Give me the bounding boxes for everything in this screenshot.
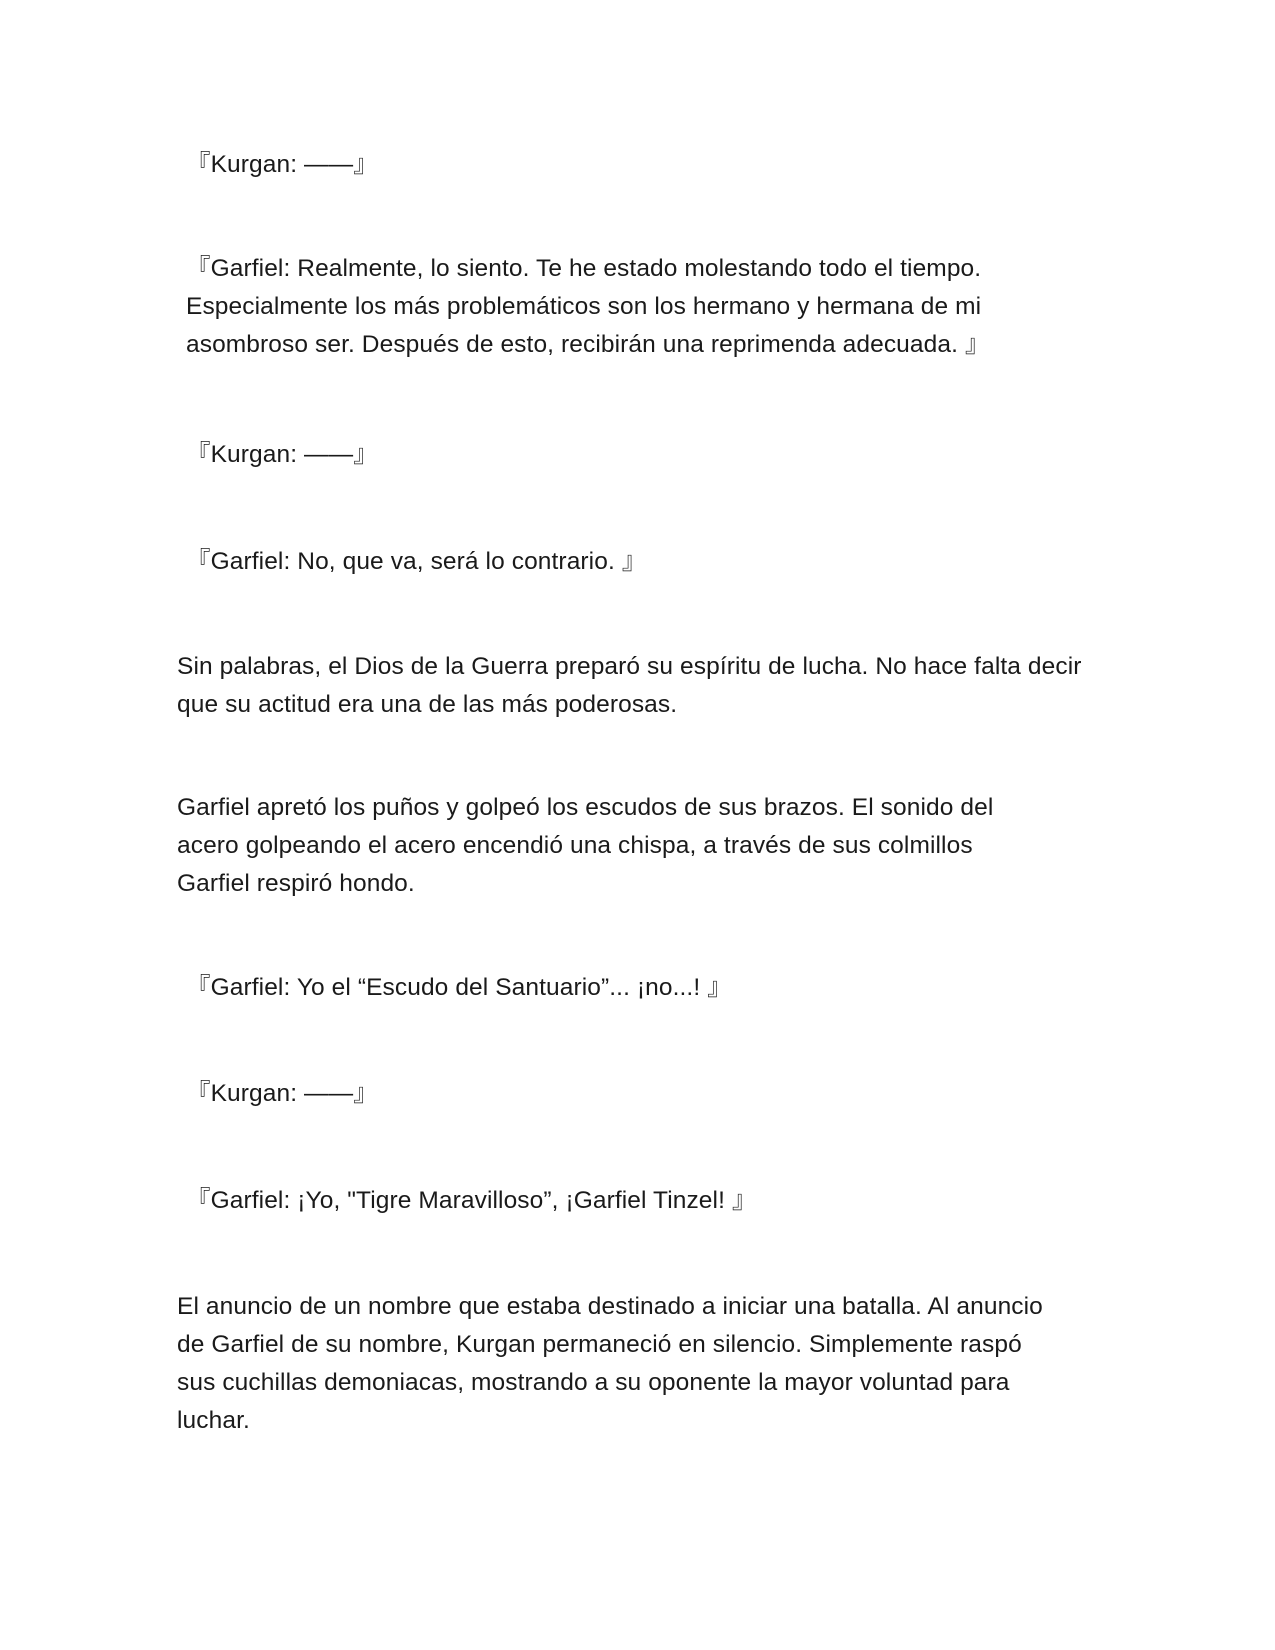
narration-garfiel-shields: Garfiel apretó los puños y golpeó los escudos de sus brazos. El sonido del acero golpeando el acero encendió una chispa, a través de sus colmillos Garfiel respiró hondo. bbox=[177, 794, 994, 897]
dialogue-kurgan-3: 『Kurgan: ——』 bbox=[186, 1080, 378, 1107]
dialogue-kurgan-2: 『Kurgan: ——』 bbox=[186, 441, 378, 468]
dialogue-garfiel-shield: 『Garfiel: Yo el “Escudo del Santuario”... ¡no...! 』 bbox=[186, 974, 732, 1001]
narration-war-god: Sin palabras, el Dios de la Guerra preparó su espíritu de lucha. No hace falta decir que su actitud era una de las más poderosas. bbox=[177, 653, 1082, 718]
dialogue-garfiel-contrary: 『Garfiel: No, que va, será lo contrario. 』 bbox=[186, 548, 647, 575]
dialogue-kurgan-1: 『Kurgan: ——』 bbox=[186, 151, 378, 178]
narration-announcement: El anuncio de un nombre que estaba destinado a iniciar una batalla. Al anuncio de Garfiel de su nombre, Kurgan permaneció en silencio. Simplemente raspó sus cuchillas demoniacas, mostrando a su oponente la mayor voluntad para luchar. bbox=[177, 1293, 1043, 1434]
dialogue-garfiel-name: 『Garfiel: ¡Yo, "Tigre Maravilloso”, ¡Garfiel Tinzel! 』 bbox=[186, 1187, 757, 1214]
dialogue-garfiel-apology: 『Garfiel: Realmente, lo siento. Te he estado molestando todo el tiempo. Especialmente los más problemáticos son los hermano y hermana de mi asombroso ser. Después de esto, recibirán una reprimenda adecuada. 』 bbox=[186, 255, 990, 358]
